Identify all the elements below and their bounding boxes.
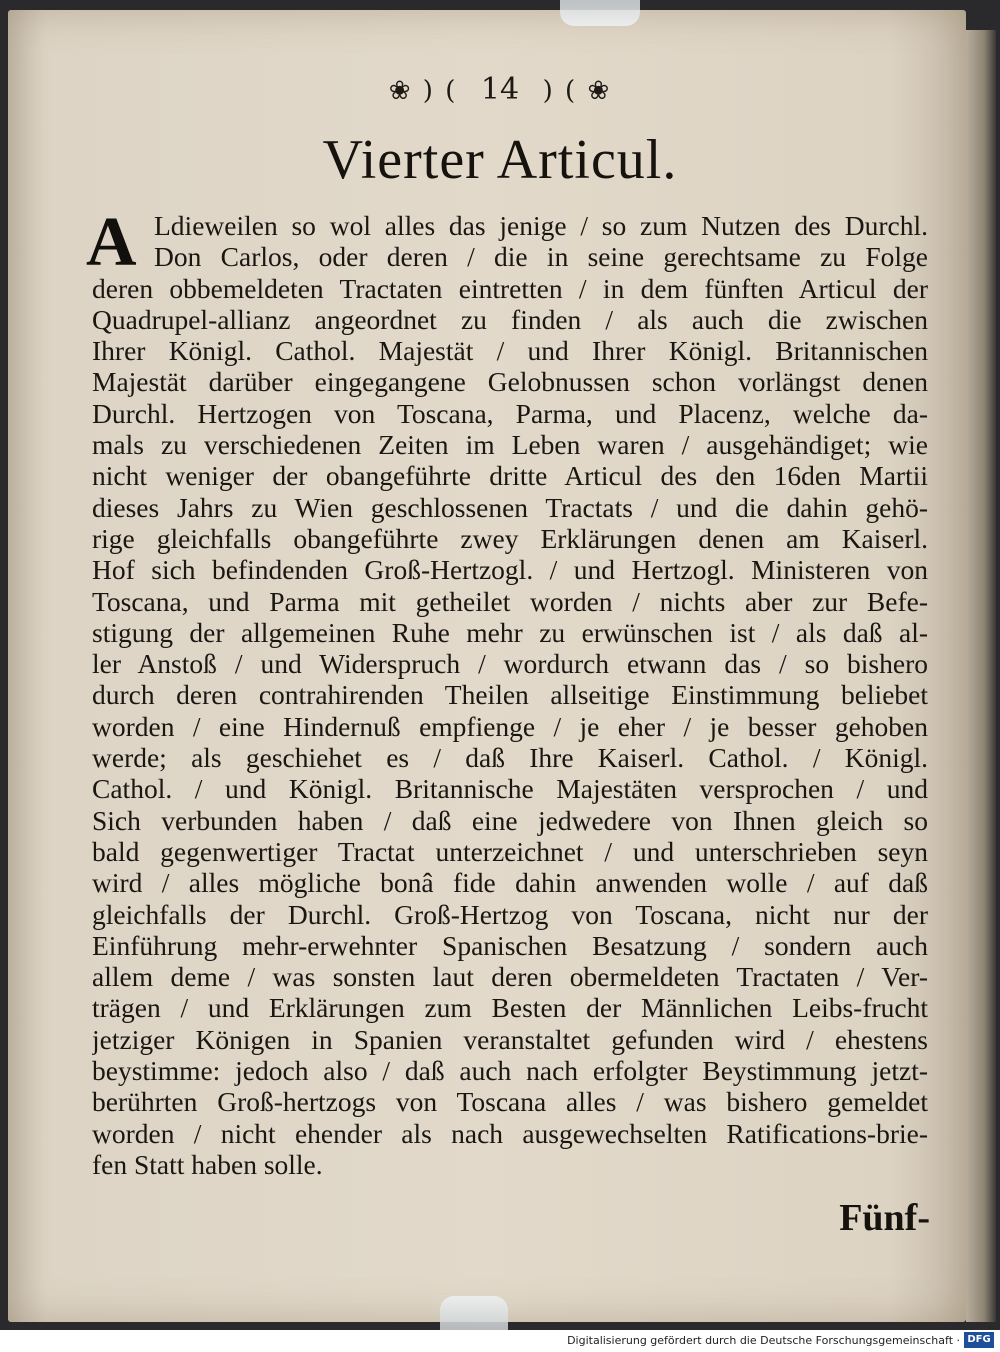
digitization-footer	[0, 1330, 1000, 1352]
dfg-logo-icon: DFG	[964, 1332, 994, 1348]
text-line: Ldieweilen so wol alles das jenige / so zum Nutzen des Durchl.	[154, 210, 928, 241]
facing-page-edge	[966, 30, 996, 1322]
text-line: deren obbemeldeten Tractaten eintretten / in dem fünften Articul der	[92, 272, 928, 304]
page-clip-top	[560, 0, 640, 26]
page-number: 14	[480, 72, 520, 107]
text-line: ler Anstoß / und Widerspruch / wordurch etwann das / so bishero	[92, 648, 928, 680]
text-line: worden / eine Hindernuß empfienge / je eher / je besser gehoben	[92, 710, 928, 742]
text-line: werde; als geschiehet es / daß Ihre Kaiserl. Cathol. / Königl.	[92, 742, 928, 774]
article-title: Vierter Articul.	[322, 129, 678, 191]
text-line: Don Carlos, oder deren / die in seine gerechtsame zu Folge	[154, 241, 928, 273]
text-line: Durchl. Hertzogen von Toscana, Parma, und Placenz, welche da-	[92, 397, 928, 429]
text-line: nicht weniger der obangeführte dritte Articul des den 16den Martii	[92, 460, 928, 492]
catchword: Fünf-	[839, 1197, 930, 1239]
text-line: allem deme / was sonsten laut deren obermeldeten Tractaten / Ver-	[92, 961, 928, 993]
footer-credit: Digitalisierung gefördert durch die Deutsche Forschungsgemeinschaft ·	[567, 1334, 960, 1347]
drop-capital: A	[86, 204, 137, 281]
running-header	[0, 72, 1000, 107]
article-body	[92, 210, 928, 1180]
text-line: fen Statt haben solle.	[92, 1148, 323, 1180]
text-line: Ihrer Königl. Cathol. Majestät / und Ihrer Königl. Britannischen	[92, 335, 928, 367]
text-line: Toscana, und Parma mit getheilet worden / nichts aber zur Befe-	[92, 585, 928, 617]
text-line: stigung der allgemeinen Ruhe mehr zu erwünschen ist / als daß al-	[92, 616, 928, 648]
text-line: dieses Jahrs zu Wien geschlossenen Tractats / und die dahin gehö-	[92, 491, 928, 523]
text-line: Cathol. / und Königl. Britannische Majestäten versprochen / und	[92, 773, 928, 805]
text-line: Quadrupel-allianz angeordnet zu finden / als auch die zwischen	[92, 303, 928, 335]
page-clip-bottom	[440, 1296, 508, 1330]
text-line: wird / alles mögliche bonâ fide dahin anwenden wolle / auf daß	[92, 867, 928, 899]
text-line: jetziger Königen in Spanien veranstaltet gefunden wird / ehestens	[92, 1023, 928, 1055]
ornament-left-icon: ❀ ) (	[388, 76, 458, 106]
text-line: Hof sich befindenden Groß-Hertzogl. / und Hertzogl. Ministeren von	[92, 554, 928, 586]
text-line: Majestät darüber eingegangene Gelobnussen schon vorlängst denen	[92, 366, 928, 398]
text-line: gleichfalls der Durchl. Groß-Hertzog von Toscana, nicht nur der	[92, 898, 928, 930]
text-line: berührten Groß-hertzogs von Toscana alles / was bishero gemeldet	[92, 1086, 928, 1118]
text-line: trägen / und Erklärungen zum Besten der Männlichen Leibs-frucht	[92, 992, 928, 1024]
text-line: rige gleichfalls obangeführte zwey Erklärungen denen am Kaiserl.	[92, 522, 928, 554]
ornament-right-icon: ) ( ❀	[542, 76, 612, 106]
text-line: Sich verbunden haben / daß eine jedwedere von Ihnen gleich so	[92, 804, 928, 836]
text-line: beystimme: jedoch also / daß auch nach erfolgter Beystimmung jetzt-	[92, 1055, 928, 1087]
text-line: durch deren contrahirenden Theilen allseitige Einstimmung beliebet	[92, 679, 928, 711]
text-line: worden / nicht ehender als nach ausgewechselten Ratifications-brie-	[92, 1117, 928, 1149]
text-line: Einführung mehr-erwehnter Spanischen Besatzung / sondern auch	[92, 929, 928, 961]
text-line: bald gegenwertiger Tractat unterzeichnet / und unterschrieben seyn	[92, 835, 928, 867]
text-line: mals zu verschiedenen Zeiten im Leben waren / ausgehändiget; wie	[92, 429, 928, 461]
